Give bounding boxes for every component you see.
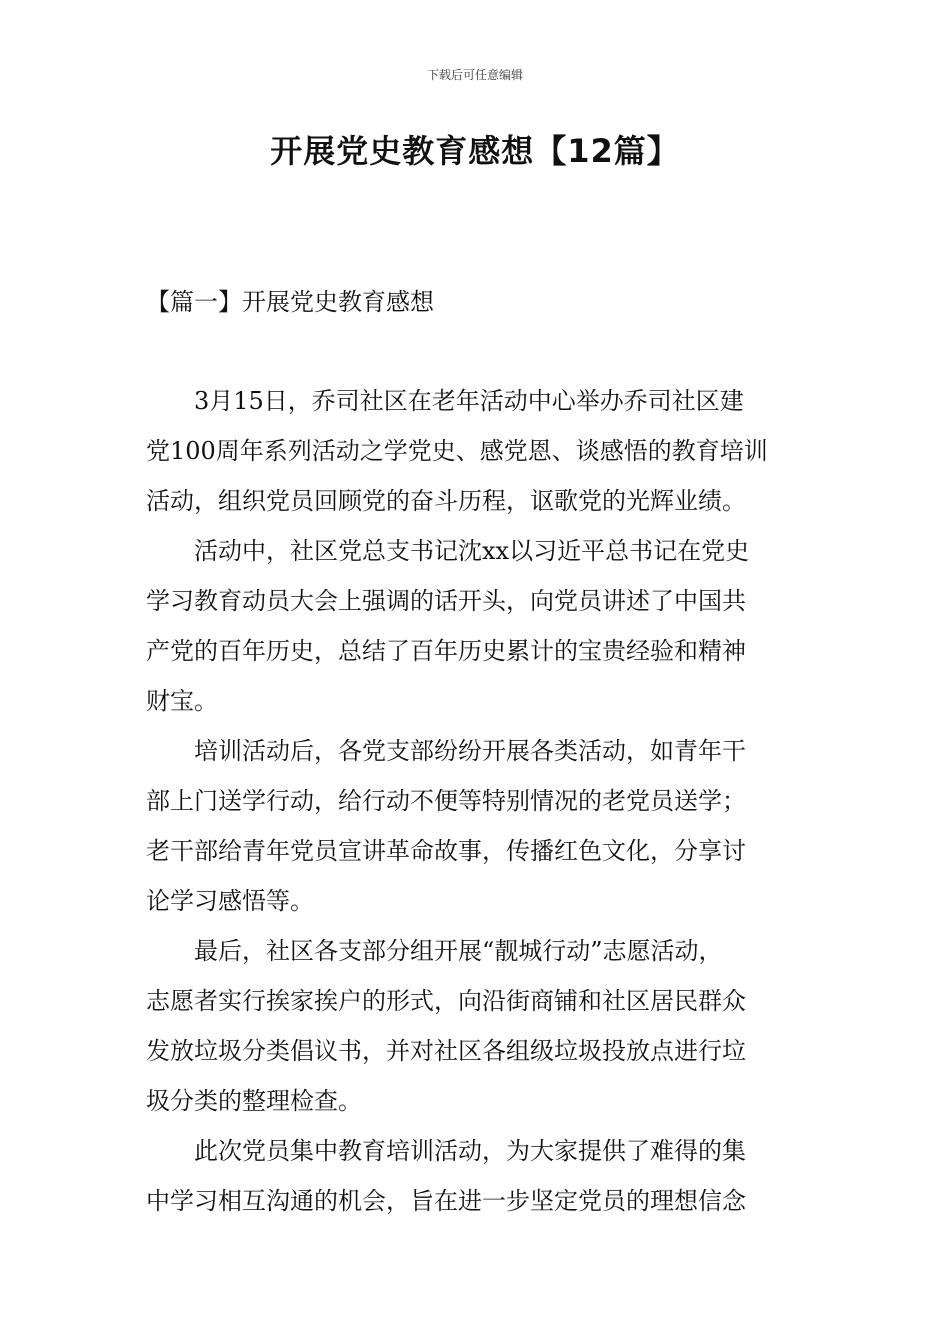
paragraph: 3月15日，乔司社区在老年活动中心举办乔司社区建 党100周年系列活动之学党史、感党恩、谈感悟的教育培训 活动，组织党员回顾党的奋斗历程，讴歌党的光辉业绩。 — [146, 387, 768, 515]
paragraph: 培训活动后，各党支部纷纷开展各类活动，如青年干 部上门送学行动，给行动不便等特别情况的老党员送学； 老干部给青年党员宣讲革命故事，传播红色文化，分享讨 论学习感悟等。 — [146, 737, 746, 915]
header-note: 下载后可任意编辑 — [426, 68, 523, 82]
paragraph: 活动中，社区党总支书记沈xx以习近平总书记在党史 学习教育动员大会上强调的话开头，向党员讲述了中国共 产党的百年历史，总结了百年历史累计的宝贵经验和精神 财宝。 — [146, 537, 750, 715]
section-heading: 【篇一】开展党史教育感想 — [146, 288, 434, 316]
document-body — [146, 376, 808, 1226]
paragraph: 此次党员集中教育培训活动，为大家提供了难得的集 中学习相互沟通的机会，旨在进一步坚定党员的理想信念 — [146, 1137, 746, 1215]
paragraph: 最后，社区各支部分组开展“靓城行动”志愿活动， 志愿者实行挨家挨户的形式，向沿街商铺和社区居民群众 发放垃圾分类倡议书，并对社区各组级垃圾投放点进行垃 圾分类的整理检查。 — [146, 937, 746, 1115]
document-title: 开展党史教育感想【12篇】 — [270, 132, 680, 170]
